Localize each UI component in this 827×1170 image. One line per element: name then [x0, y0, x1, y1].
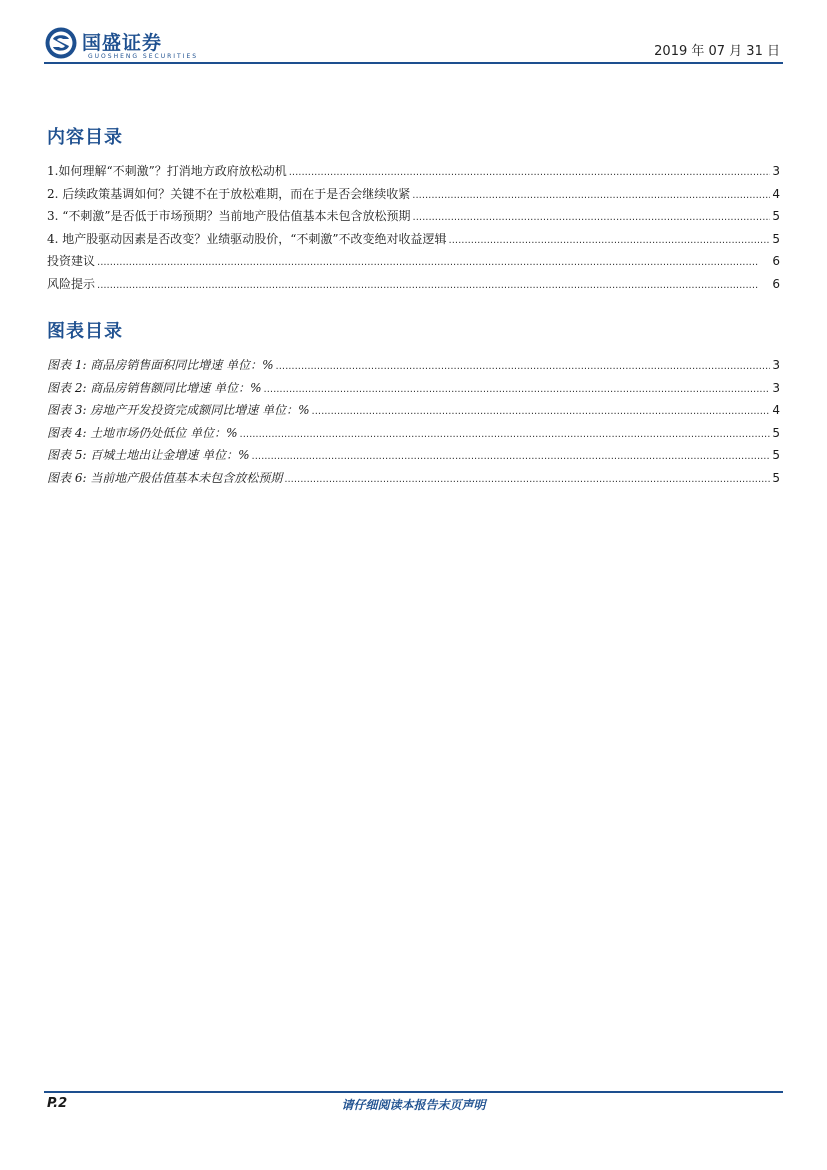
dot-leader [284, 469, 770, 492]
dot-leader [264, 379, 771, 402]
dot-leader [252, 446, 771, 469]
toc-entry-page: 6 [772, 276, 780, 291]
disclaimer-note: 请仔细阅读本报告末页声明 [341, 1098, 486, 1112]
dot-leader [449, 230, 771, 253]
toc-entry[interactable] [47, 228, 780, 251]
figure-entry-text: 图表 6: 当前地产股估值基本未包含放松预期 [47, 470, 283, 485]
figure-entry-page: 3 [772, 380, 780, 395]
toc-entry-text: 1.如何理解“不刺激”？打消地方政府放松动机 [47, 164, 287, 178]
dot-leader [413, 207, 771, 230]
toc-list [47, 160, 780, 295]
figure-entry-page: 4 [772, 403, 780, 417]
page-number: P.2 [47, 1096, 68, 1111]
figure-entry[interactable] [47, 422, 780, 445]
figure-entry-page: 3 [772, 358, 780, 372]
toc-entry[interactable] [47, 250, 780, 273]
figure-list [47, 354, 780, 489]
toc-entry[interactable] [47, 183, 780, 206]
figure-entry-text: 图表 4: 土地市场仍处低位 单位：% [47, 425, 238, 440]
toc-entry-page: 5 [772, 209, 780, 223]
figure-entry-text: 图表 1: 商品房销售面积同比增速 单位：% [47, 358, 274, 372]
figure-entry-page: 5 [772, 425, 780, 440]
toc-entry-page: 4 [772, 186, 780, 201]
figure-entry[interactable] [47, 444, 780, 467]
logo-chinese-text: 国盛证券 [82, 32, 163, 54]
toc-heading: 内容目录 [47, 127, 123, 148]
figure-entry-page: 5 [772, 470, 780, 485]
figure-entry[interactable] [47, 377, 780, 400]
toc-entry[interactable] [47, 273, 780, 296]
dot-leader [240, 424, 771, 447]
figure-entry-text: 图表 5: 百城土地出让金增速 单位：% [47, 448, 250, 462]
logo-emblem-icon [44, 26, 78, 60]
toc-entry-text: 3. “不刺激”是否低于市场预期？当前地产股估值基本未包含放松预期 [47, 209, 411, 223]
dot-leader [312, 401, 771, 424]
dot-leader [97, 275, 770, 298]
toc-entry-page: 3 [772, 164, 780, 178]
dot-leader [276, 356, 771, 379]
toc-entry-page: 6 [772, 254, 780, 268]
toc-entry-text: 2. 后续政策基调如何？关键不在于放松难期，而在于是否会继续收紧 [47, 186, 411, 201]
figure-entry[interactable] [47, 354, 780, 377]
figure-entry-text: 图表 3: 房地产开发投资完成额同比增速 单位：% [47, 403, 310, 417]
figure-list-heading: 图表目录 [47, 321, 123, 342]
dot-leader [289, 162, 771, 185]
toc-entry[interactable] [47, 205, 780, 228]
figure-entry[interactable] [47, 467, 780, 490]
dot-leader [412, 185, 770, 208]
toc-entry-text: 风险提示 [47, 276, 96, 291]
page-header [0, 0, 827, 64]
toc-entry-page: 5 [772, 231, 780, 246]
report-date: 2019 年 07 月 31 日 [654, 44, 780, 59]
figure-entry-page: 5 [772, 448, 780, 462]
header-divider [44, 62, 783, 64]
toc-entry-text: 投资建议 [47, 254, 96, 268]
toc-entry[interactable] [47, 160, 780, 183]
footer-divider [44, 1091, 783, 1093]
dot-leader [97, 252, 770, 275]
figure-entry-text: 图表 2: 商品房销售额同比增速 单位：% [47, 380, 262, 395]
logo-english-text: GUOSHENG SECURITIES [88, 53, 199, 60]
figure-entry[interactable] [47, 399, 780, 422]
company-logo [44, 26, 199, 64]
toc-entry-text: 4. 地产股驱动因素是否改变？业绩驱动股价，“不刺激”不改变绝对收益逻辑 [47, 231, 447, 246]
